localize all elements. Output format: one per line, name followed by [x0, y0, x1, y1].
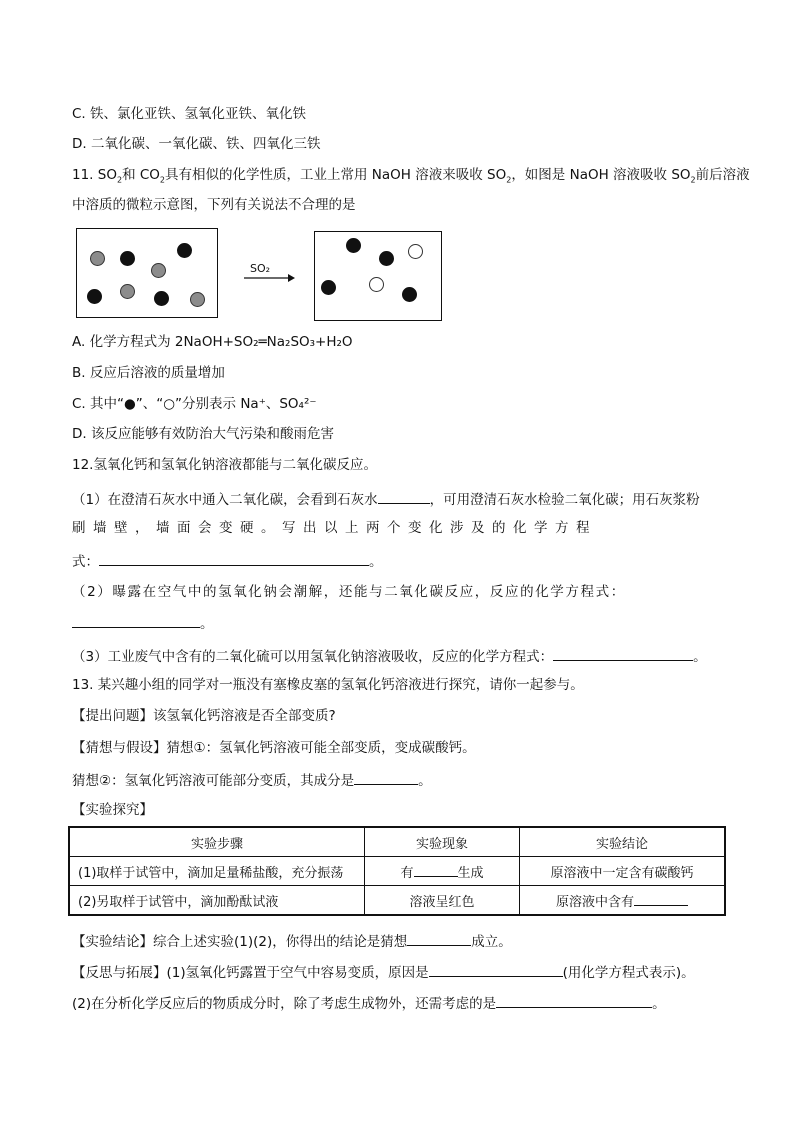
answer-blank[interactable] [407, 930, 471, 946]
q13-reflection-2: (2)在分析化学反应后的物质成分时，除了考虑生成物外，还需考虑的是 。 [72, 992, 734, 1014]
particle-black [346, 238, 361, 253]
experiment-table [68, 826, 726, 916]
answer-blank[interactable] [429, 961, 563, 977]
particle-white [369, 277, 384, 292]
particle-gray [151, 263, 166, 278]
q13-question: 【提出问题】该氢氧化钙溶液是否全部变质? [72, 708, 336, 724]
before-solution-box [76, 228, 218, 318]
reaction-arrow-icon [244, 272, 296, 284]
table-row [69, 857, 725, 886]
q12-part1-line1: （1）在澄清石灰水中通入二氧化碳，会看到石灰水 ，可用澄清石灰水检验二氧化碳；用石灰浆粉 [72, 488, 734, 510]
q13-hypothesis-2: 猜想②：氢氧化钙溶液可能部分变质，其成分是 。 [72, 769, 734, 791]
table-cell: 原溶液中含有 [520, 886, 726, 916]
table-header: 实验步骤 [69, 827, 365, 857]
particle-gray [90, 251, 105, 266]
q12-part1-line3: 式： 。 [72, 550, 734, 572]
q13-hypothesis-1: 【猜想与假设】猜想①：氢氧化钙溶液可能全部变质，变成碳酸钙。 [72, 740, 476, 756]
after-solution-box [314, 231, 442, 321]
particle-black [154, 291, 169, 306]
answer-blank[interactable] [99, 550, 369, 566]
q13-reflection-1: 【反思与拓展】(1)氢氧化钙露置于空气中容易变质，原因是 (用化学方程式表示)。 [72, 961, 734, 983]
table-cell: 原溶液中一定含有碳酸钙 [520, 857, 726, 886]
answer-blank[interactable] [378, 488, 430, 504]
table-row [69, 886, 725, 916]
particle-black [120, 251, 135, 266]
table-cell: 溶液呈红色 [365, 886, 520, 916]
q13-explore-heading: 【实验探究】 [72, 802, 153, 818]
answer-blank[interactable] [634, 890, 688, 906]
table-header: 实验现象 [365, 827, 520, 857]
option-d-q11: D. 该反应能够有效防治大气污染和酸雨危害 [72, 426, 334, 442]
particle-gray [190, 292, 205, 307]
table-cell: (2)另取样于试管中，滴加酚酞试液 [69, 886, 365, 916]
particle-black [177, 243, 192, 258]
particle-white [408, 244, 423, 259]
answer-blank[interactable] [354, 769, 418, 785]
table-header: 实验结论 [520, 827, 726, 857]
q12-part1-line2: 刷墙壁，墙面会变硬。写出以上两个变化涉及的化学方程 [72, 520, 597, 536]
answer-blank[interactable] [72, 612, 200, 628]
q11-stem-line2: 中溶质的微粒示意图，下列有关说法不合理的是 [72, 197, 356, 213]
q13-conclusion: 【实验结论】综合上述实验(1)(2)，你得出的结论是猜想 成立。 [72, 930, 734, 952]
particle-black [402, 287, 417, 302]
table-header-row [69, 827, 725, 857]
arrow-label: SO₂ [250, 262, 271, 275]
option-c-q10: C. 铁、氯化亚铁、氢氧化亚铁、氧化铁 [72, 106, 307, 122]
particle-black [379, 251, 394, 266]
option-a-q11: A. 化学方程式为 2NaOH+SO₂═Na₂SO₃+H₂O [72, 334, 353, 350]
table-cell: 有 生成 [365, 857, 520, 886]
q12-part3: （3）工业废气中含有的二氧化硫可以用氢氧化钠溶液吸收，反应的化学方程式： 。 [72, 645, 734, 667]
particle-gray [120, 284, 135, 299]
particle-black [321, 280, 336, 295]
answer-blank[interactable] [414, 861, 458, 877]
option-d-q10: D. 二氧化碳、一氧化碳、铁、四氧化三铁 [72, 136, 321, 152]
q12-stem: 12.氢氧化钙和氢氧化钠溶液都能与二氧化碳反应。 [72, 457, 377, 473]
q11-stem-line1: 11. $SO_2$和 $CO_2$具有相似的化学性质，工业上常用 NaOH 溶液来吸收 $SO_2$，如图是 NaOH 溶液吸收 $SO_2$前后溶液 [72, 167, 750, 185]
particle-black [87, 289, 102, 304]
q12-part2-line1: （2）曝露在空气中的氢氧化钠会潮解，还能与二氧化碳反应，反应的化学方程式： [72, 584, 626, 600]
table-cell: (1)取样于试管中，滴加足量稀盐酸，充分振荡 [69, 857, 365, 886]
answer-blank[interactable] [553, 645, 693, 661]
q13-stem: 13. 某兴趣小组的同学对一瓶没有塞橡皮塞的氢氧化钙溶液进行探究，请你一起参与。 [72, 677, 584, 693]
answer-blank[interactable] [496, 992, 652, 1008]
option-b-q11: B. 反应后溶液的质量增加 [72, 365, 225, 381]
q12-part2-line2: 。 [72, 612, 734, 634]
option-c-q11: C. 其中“●”、“○”分别表示 Na⁺、SO₄²⁻ [72, 396, 317, 412]
